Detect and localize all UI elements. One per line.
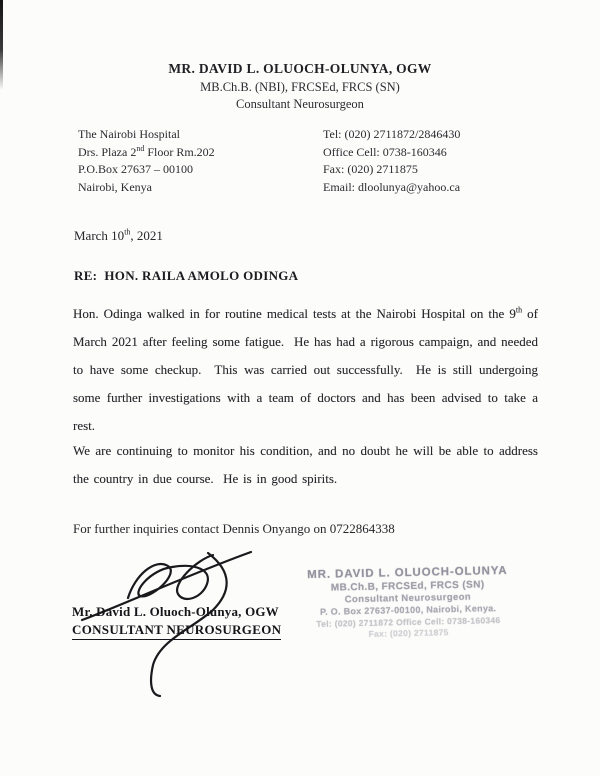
rubber-stamp: [282, 564, 533, 640]
contact-tel: Tel: (020) 2711872/2846430: [323, 127, 461, 141]
inquiries-line: For further inquiries contact Dennis Onyango on 0722864338: [73, 521, 395, 536]
stamp-line: Consultant Neurosurgeon: [344, 591, 472, 606]
letterhead: [0, 61, 600, 112]
stamp-line: Tel: (020) 2711872 Office Cell: 0738-160346: [316, 615, 501, 629]
letter-date: March 10th, 2021: [74, 227, 163, 243]
address-line: The Nairobi Hospital: [78, 127, 180, 141]
stamp-line: MR. DAVID L. OLUOCH-OLUNYA: [307, 564, 508, 582]
body-paragraph-1: Hon. Odinga walked in for routine medical tests at the Nairobi Hospital on the 9th of March 2021 after feeling some fatigue. He has had a rigorous campaign, and needed to have some checkup. This was carried out successfully. He is still undergoing some further investigations with a team of doctors and has been advised to take a rest.: [73, 305, 543, 433]
letterhead-contact: [323, 126, 460, 196]
letterhead-doctor-name: MR. DAVID L. OLUOCH-OLUNYA, OGW: [168, 61, 432, 76]
letterhead-credentials: MB.Ch.B. (NBI), FRCSEd, FRCS (SN): [200, 80, 400, 94]
ordinal-superscript: th: [124, 227, 131, 237]
signatory-name: Mr. David L. Oluoch-Olunya, OGW: [72, 604, 279, 619]
body-paragraph-2: We are continuing to monitor his condition, and no doubt he will be able to address the country in due course. He is in good spirits.: [73, 443, 543, 486]
contact-office-cell: Office Cell: 0738-160346: [323, 144, 447, 159]
signatory-title: CONSULTANT NEUROSURGEON: [72, 622, 281, 640]
letterhead-address: [78, 126, 215, 196]
address-line: Nairobi, Kenya: [78, 179, 152, 194]
stamp-line: P. O. Box 27637-00100, Nairobi, Kenya.: [319, 603, 497, 617]
subject-line: RE: HON. RAILA AMOLO ODINGA: [74, 268, 299, 283]
stamp-line: Fax: (020) 2711875: [368, 627, 449, 639]
address-line: Drs. Plaza 2nd Floor Rm.202: [78, 143, 215, 159]
contact-fax: Fax: (020) 2711875: [323, 162, 418, 176]
ordinal-superscript: th: [515, 305, 523, 315]
stamp-line: MB.Ch.B, FRCSEd, FRCS (SN): [330, 579, 485, 594]
ordinal-superscript: nd: [136, 143, 145, 153]
address-line: P.O.Box 27637 – 00100: [78, 162, 194, 176]
contact-email: Email: dloolunya@yahoo.ca: [323, 179, 461, 194]
letterhead-role: Consultant Neurosurgeon: [236, 97, 364, 111]
